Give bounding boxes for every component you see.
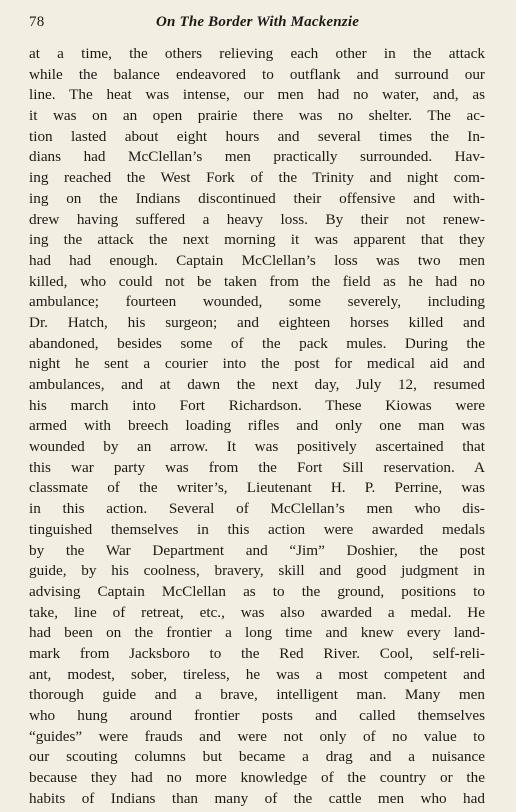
- text-line: wounded by an arrow. It was positively ascertained that: [29, 438, 485, 456]
- page-header: [29, 10, 486, 36]
- page-number: 78: [29, 14, 45, 30]
- body-text: [29, 44, 485, 809]
- text-line: thorough guide and a brave, intelligent man. Many men: [29, 686, 485, 704]
- text-line: had had enough. Captain McClellan’s loss was two men: [29, 251, 485, 269]
- text-line: killed, who could not be taken from the field as he had no: [29, 272, 485, 290]
- text-line: Dr. Hatch, his surgeon; and eighteen horses killed and: [29, 313, 485, 331]
- text-line: had been on the frontier a long time and knew every land-: [29, 624, 485, 642]
- text-line: classmate of the writer’s, Lieutenant H. P. Perrine, was: [29, 479, 485, 497]
- text-line: dians had McClellan’s men practically surrounded. Hav-: [29, 148, 485, 166]
- text-line: ant, modest, sober, tireless, he was a most competent and: [29, 665, 485, 683]
- text-line: because they had no more knowledge of the country or the: [29, 769, 485, 787]
- text-line: by the War Department and “Jim” Doshier, the post: [29, 541, 485, 559]
- text-line: tion lasted about eight hours and several times the In-: [29, 127, 485, 145]
- text-line: our scouting columns but became a drag and a nuisance: [29, 748, 485, 766]
- text-line: abandoned, besides some of the pack mules. During the: [29, 334, 485, 352]
- text-line: who hung around frontier posts and called themselves: [29, 707, 485, 724]
- text-line: it was on an open prairie there was no shelter. The ac-: [29, 107, 485, 125]
- text-line: take, line of retreat, etc., was also awarded a medal. He: [29, 603, 485, 621]
- text-line: “guides” were frauds and were not only of no value to: [29, 727, 485, 745]
- text-line: habits of Indians than many of the cattle men who had: [29, 789, 485, 807]
- text-line: in this action. Several of McClellan’s men who dis-: [29, 500, 485, 518]
- running-title: On The Border With Mackenzie: [155, 14, 360, 30]
- text-line: night he sent a courier into the post for medical aid and: [29, 355, 485, 373]
- text-line: this war party was from the Fort Sill reservation. A: [29, 458, 485, 476]
- text-line: mark from Jacksboro to the Red River. Cool, self-reli-: [29, 644, 485, 662]
- text-line: tinguished themselves in this action were awarded medals: [29, 520, 485, 538]
- text-line: ambulances, and at dawn the next day, July 12, resumed: [29, 376, 485, 393]
- text-line: advising Captain McClellan as to the ground, positions to: [29, 582, 485, 600]
- text-line: guide, by his coolness, bravery, skill and good judgment in: [29, 562, 485, 580]
- text-line: his march into Fort Richardson. These Kiowas were: [29, 396, 485, 414]
- text-line: line. The heat was intense, our men had no water, and, as: [29, 86, 485, 104]
- text-line: ambulance; fourteen wounded, some severely, including: [29, 293, 485, 311]
- text-line: armed with breech loading rifles and only one man was: [29, 417, 485, 435]
- text-line: ing the attack the next morning it was apparent that they: [29, 231, 485, 249]
- text-line: while the balance endeavored to outflank and surround our: [29, 65, 485, 83]
- text-line: drew having suffered a heavy loss. By their not renew-: [29, 210, 485, 228]
- text-line: ing reached the West Fork of the Trinity and night com-: [29, 169, 485, 187]
- text-line: ing on the Indians discontinued their offensive and with-: [29, 189, 485, 207]
- text-line: at a time, the others relieving each other in the attack: [29, 45, 485, 62]
